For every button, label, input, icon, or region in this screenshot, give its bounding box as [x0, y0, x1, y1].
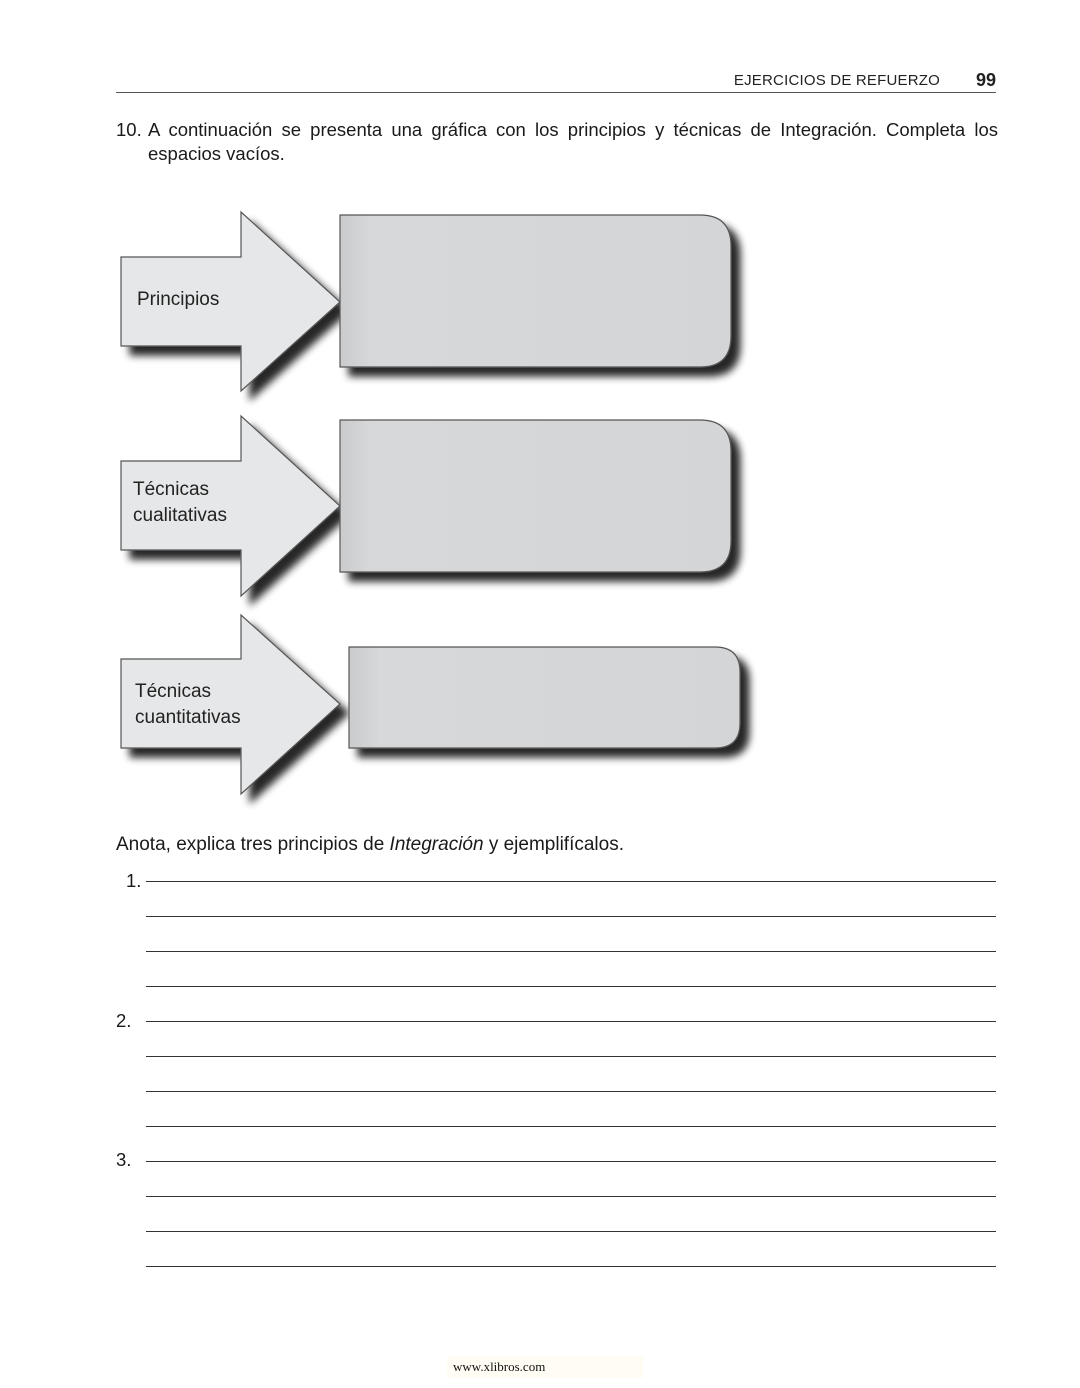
label-line1: Principios [137, 289, 220, 310]
label-line2: cuantitativas [135, 707, 241, 728]
answer-box-tecnicas-cualitativas[interactable] [340, 420, 731, 572]
answer-line[interactable] [146, 916, 996, 917]
label-tecnicas-cualitativas [133, 477, 227, 529]
answer-line[interactable] [146, 1161, 996, 1162]
answer-line[interactable] [146, 1126, 996, 1127]
answer-number-2: 2. [116, 1010, 132, 1031]
section-title: EJERCICIOS DE REFUERZO [733, 72, 940, 89]
prompt-italic: Integración [389, 834, 484, 855]
answer-box-principios[interactable] [340, 215, 731, 367]
answer-line[interactable] [146, 1056, 996, 1057]
prompt-text-end: y ejemplifícalos. [483, 834, 625, 855]
prompt-text: Anota, explica tres principios de [116, 834, 390, 855]
answer-line[interactable] [146, 986, 996, 987]
answer-line[interactable] [146, 1266, 996, 1267]
label-line1: Técnicas [135, 681, 212, 702]
label-principios [137, 287, 219, 313]
label-line1: Técnicas [133, 479, 210, 500]
answer-number-1: 1. [126, 870, 142, 891]
answer-line[interactable] [146, 1231, 996, 1232]
answer-line[interactable] [146, 1021, 996, 1022]
label-tecnicas-cuantitativas [135, 679, 241, 731]
question-number: 10. [116, 119, 142, 140]
instruction-prompt [116, 834, 624, 856]
answer-line[interactable] [146, 1196, 996, 1197]
label-line2: cualitativas [133, 505, 227, 526]
answer-number-3: 3. [116, 1149, 132, 1170]
answer-box-tecnicas-cuantitativas[interactable] [349, 647, 740, 748]
answer-line[interactable] [146, 1091, 996, 1092]
question-text: A continuación se presenta una gráfica con los principios y técnicas de Integración. Completa los espacios vacíos. [148, 119, 998, 164]
page-number: 99 [975, 70, 996, 90]
footer-watermark: www.xlibros.com [447, 1356, 643, 1378]
answer-line[interactable] [146, 951, 996, 952]
answer-line[interactable] [146, 881, 996, 882]
